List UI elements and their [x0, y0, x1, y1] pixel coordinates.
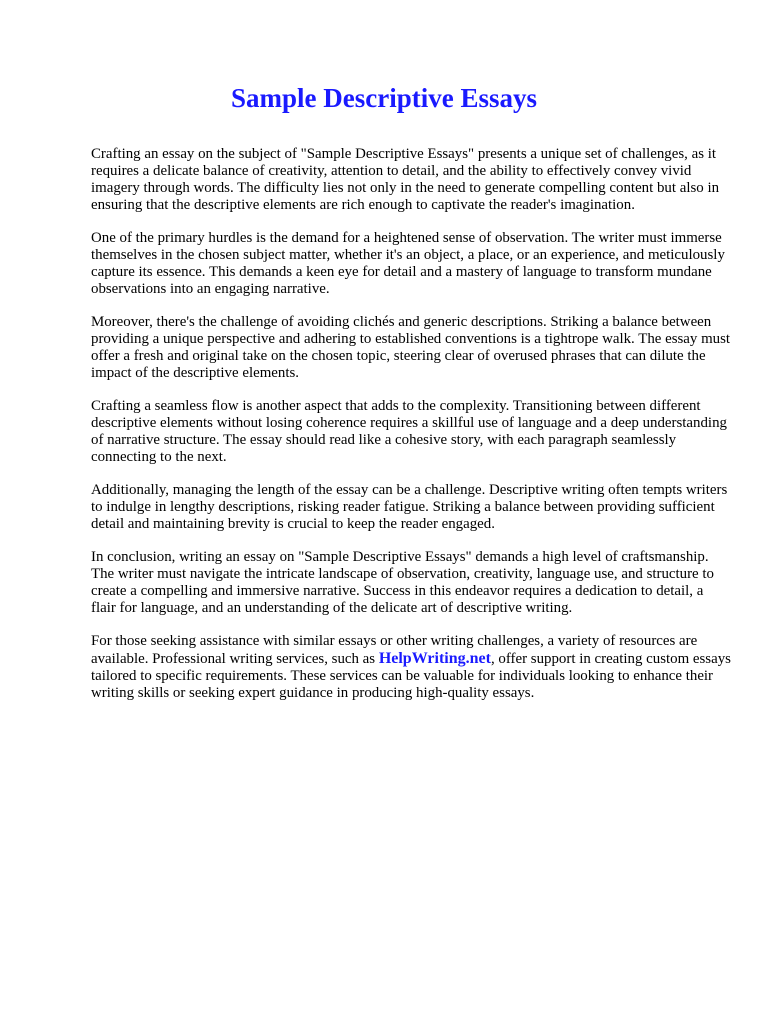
- paragraph-7: [91, 633, 731, 702]
- page-title: Sample Descriptive Essays: [231, 83, 537, 113]
- essay-body: [91, 146, 731, 718]
- paragraph-5: Additionally, managing the length of the essay can be a challenge. Descriptive writing often tempts writers to indulge in lengthy descriptions, risking reader fatigue. Striking a balance between providing sufficient detail and maintaining brevity is crucial to keep the reader engaged.: [91, 482, 728, 532]
- paragraph-3: Moreover, there's the challenge of avoiding clichés and generic descriptions. Striking a balance between providing a unique perspective and adhering to established conventions is a tightrope walk. The essay must offer a fresh and original take on the chosen topic, steering clear of overused phrases that can dilute the impact of the descriptive elements.: [91, 314, 731, 381]
- paragraph-2: One of the primary hurdles is the demand for a heightened sense of observation. The writer must immerse themselves in the chosen subject matter, whether it's an object, a place, or an experience, and meticulously capture its essence. This demands a keen eye for detail and a mastery of language to transform mundane observations into an engaging narrative.: [91, 230, 725, 297]
- paragraph-7-outro: , offer support in creating custom essays tailored to specific requirements. These services can be valuable for individuals looking to enhance their writing skills or seeking expert guidance in producing high-quality essays.: [91, 651, 731, 701]
- paragraph-1: Crafting an essay on the subject of "Sample Descriptive Essays" presents a unique set of challenges, as it requires a delicate balance of creativity, attention to detail, and the ability to effectively convey vivid imagery through words. The difficulty lies not only in the need to generate compelling content but also in ensuring that the descriptive elements are rich enough to captivate the reader's imagination.: [91, 146, 720, 213]
- paragraph-7-intro: For those seeking assistance with similar essays or other writing challenges, a variety of resources are available. Professional writing services, such as: [91, 633, 698, 667]
- paragraph-6: In conclusion, writing an essay on "Sample Descriptive Essays" demands a high level of craftsmanship. The writer must navigate the intricate landscape of observation, creativity, language use, and structure to create a compelling and immersive narrative. Success in this endeavor requires a dedication to detail, a flair for language, and an understanding of the delicate art of descriptive writing.: [91, 549, 714, 616]
- helpwriting-link[interactable]: HelpWriting.net: [378, 650, 491, 667]
- paragraph-4: Crafting a seamless flow is another aspect that adds to the complexity. Transitioning between different descriptive elements without losing coherence requires a skillful use of language and a deep understanding of narrative structure. The essay should read like a cohesive story, with each paragraph seamlessly connecting to the next.: [91, 398, 727, 465]
